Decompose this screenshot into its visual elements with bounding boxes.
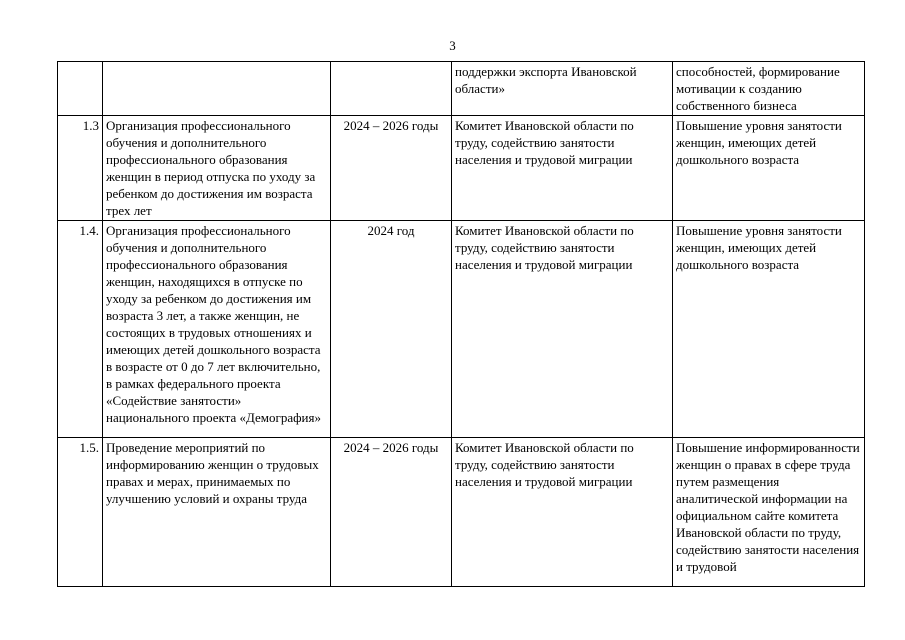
row-number-cell: 1.3 — [58, 116, 103, 221]
event-cell — [103, 62, 331, 116]
result-cell: Повышение уровня занятости женщин, имеющих детей дошкольного возраста — [673, 116, 865, 221]
table-row — [58, 438, 865, 587]
event-cell: Организация профессионального обучения и дополнительного профессионального образования женщин в период отпуска по уходу за ребенком до достижения им возраста трех лет — [103, 116, 331, 221]
table-row — [58, 62, 865, 116]
period-cell: 2024 год — [331, 221, 452, 438]
table-row — [58, 221, 865, 438]
period-cell: 2024 – 2026 годы — [331, 438, 452, 587]
row-number-cell: 1.5. — [58, 438, 103, 587]
result-cell: Повышение уровня занятости женщин, имеющих детей дошкольного возраста — [673, 221, 865, 438]
period-cell — [331, 62, 452, 116]
result-cell: Повышение информированности женщин о правах в сфере труда путем размещения аналитической информации на официальном сайте комитета Ивановской области по труду, содействию занятости населения и трудовой — [673, 438, 865, 587]
executor-cell: поддержки экспорта Ивановской области» — [452, 62, 673, 116]
measures-table — [57, 61, 865, 587]
result-cell: способностей, формирование мотивации к созданию собственного бизнеса — [673, 62, 865, 116]
page-number: 3 — [449, 38, 456, 53]
executor-cell: Комитет Ивановской области по труду, содействию занятости населения и трудовой миграции — [452, 221, 673, 438]
event-cell: Организация профессионального обучения и дополнительного профессионального образования женщин, находящихся в отпуске по уходу за ребенком до достижения им возраста 3 лет, а также женщин, не состоящих в трудовых отношениях и имеющих детей дошкольного возраста в возрасте от 0 до 7 лет включительно, в рамках федерального проекта «Содействие занятости» национального проекта «Демография» — [103, 221, 331, 438]
event-cell: Проведение мероприятий по информированию женщин о трудовых правах и мерах, принимаемых по улучшению условий и охраны труда — [103, 438, 331, 587]
executor-cell: Комитет Ивановской области по труду, содействию занятости населения и трудовой миграции — [452, 116, 673, 221]
row-number-cell — [58, 62, 103, 116]
period-cell: 2024 – 2026 годы — [331, 116, 452, 221]
row-number-cell: 1.4. — [58, 221, 103, 438]
table-row — [58, 116, 865, 221]
executor-cell: Комитет Ивановской области по труду, содействию занятости населения и трудовой миграции — [452, 438, 673, 587]
